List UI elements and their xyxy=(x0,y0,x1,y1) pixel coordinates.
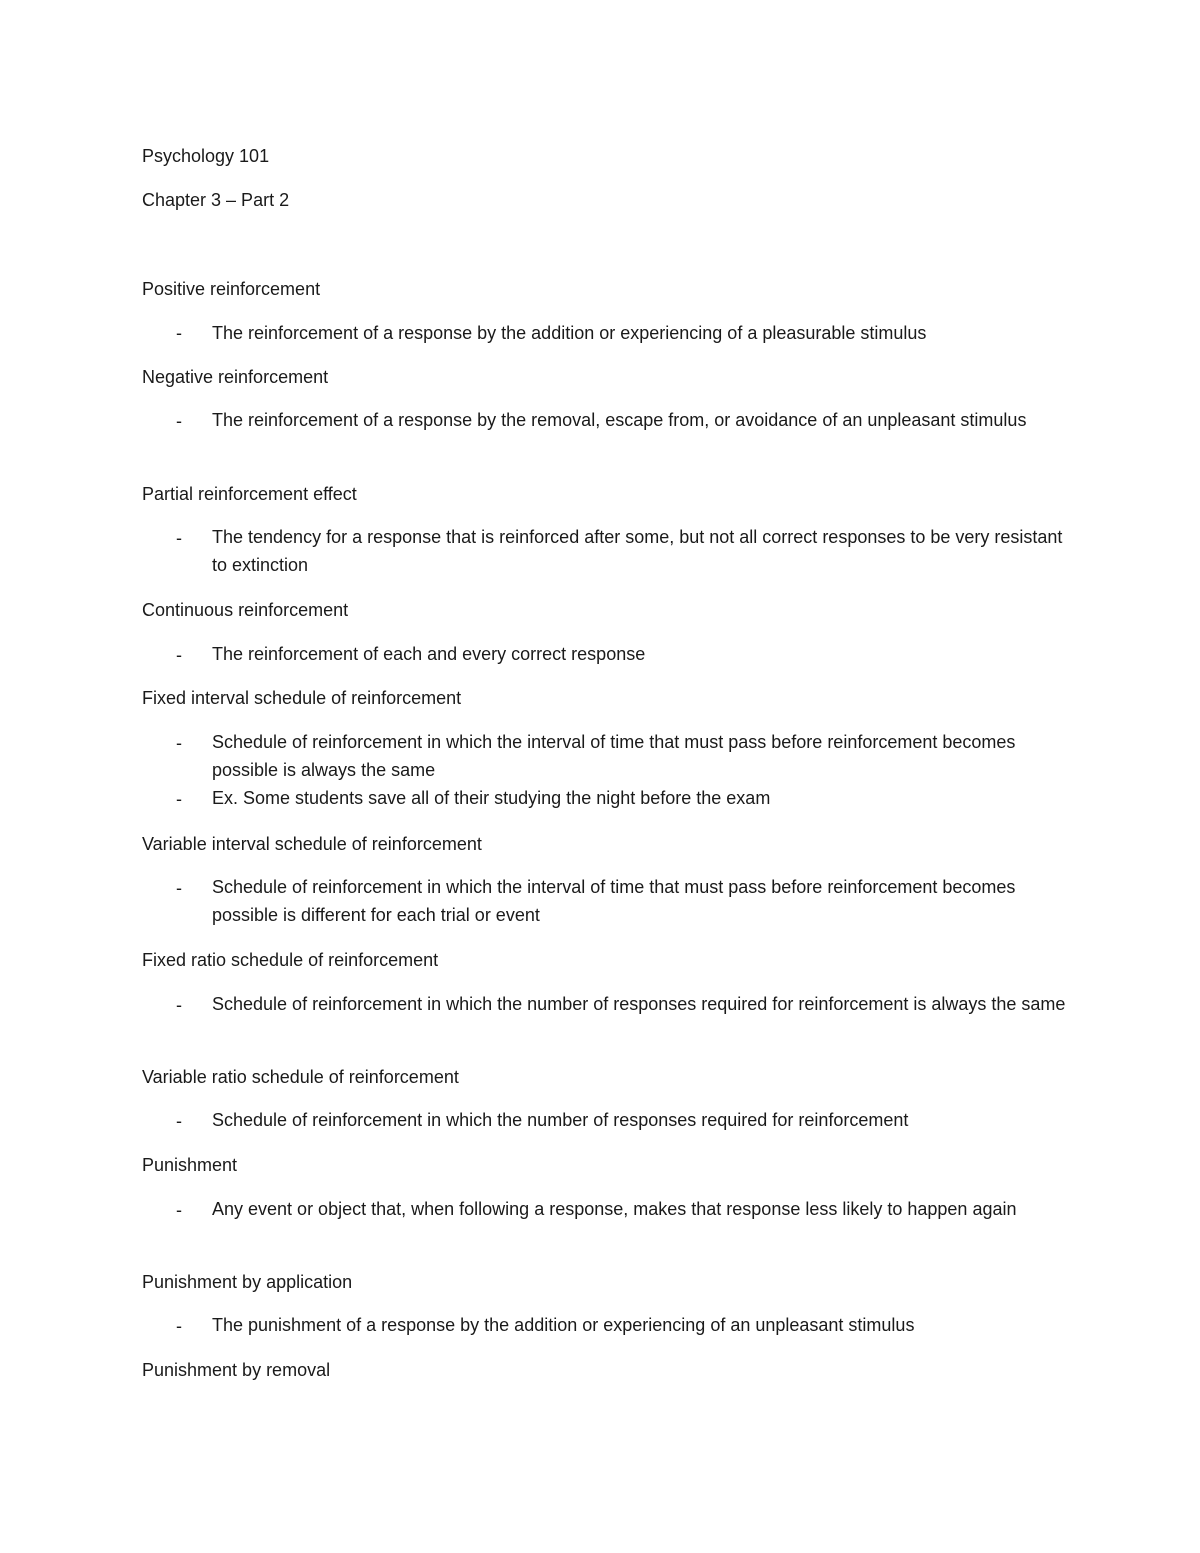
term-definition: The reinforcement of each and every correct response xyxy=(212,644,646,664)
term-definition: Schedule of reinforcement in which the interval of time that must pass before reinforcement becomes possible is always the same xyxy=(212,732,1016,780)
bullet-dash: - xyxy=(176,878,182,898)
term-heading: Punishment by application xyxy=(142,1272,353,1292)
bullet-dash: - xyxy=(176,789,182,809)
term-heading: Fixed interval schedule of reinforcement xyxy=(142,688,462,708)
chapter-subtitle: Chapter 3 – Part 2 xyxy=(142,190,290,210)
term-definition: The punishment of a response by the addition or experiencing of an unpleasant stimulus xyxy=(212,1315,915,1335)
term-heading: Positive reinforcement xyxy=(142,279,321,299)
bullet-dash: - xyxy=(176,323,182,343)
term-heading: Punishment xyxy=(142,1155,238,1175)
bullet-dash: - xyxy=(176,733,182,753)
term-heading: Negative reinforcement xyxy=(142,367,329,387)
bullet-dash: - xyxy=(176,411,182,431)
term-heading: Partial reinforcement effect xyxy=(142,484,357,504)
term-heading: Fixed ratio schedule of reinforcement xyxy=(142,950,439,970)
term-definition: Any event or object that, when following a response, makes that response less likely to happen again xyxy=(212,1199,1017,1219)
term-heading: Variable ratio schedule of reinforcement xyxy=(142,1067,459,1087)
term-definition: The reinforcement of a response by the removal, escape from, or avoidance of an unpleasant stimulus xyxy=(212,410,1027,430)
term-definition: The reinforcement of a response by the addition or experiencing of a pleasurable stimulus xyxy=(212,323,927,343)
course-title: Psychology 101 xyxy=(142,146,270,166)
bullet-dash: - xyxy=(176,645,182,665)
term-definition: The tendency for a response that is reinforced after some, but not all correct responses to be very resistant to extinction xyxy=(212,527,1063,575)
bullet-dash: - xyxy=(176,528,182,548)
term-heading: Punishment by removal xyxy=(142,1360,331,1380)
term-heading: Variable interval schedule of reinforcement xyxy=(142,834,482,854)
bullet-dash: - xyxy=(176,1200,182,1220)
term-definition: Schedule of reinforcement in which the interval of time that must pass before reinforcement becomes possible is different for each trial or event xyxy=(212,877,1016,925)
term-definition: Schedule of reinforcement in which the number of responses required for reinforcement is always the same xyxy=(212,994,1066,1014)
term-heading: Continuous reinforcement xyxy=(142,600,349,620)
bullet-dash: - xyxy=(176,995,182,1015)
bullet-dash: - xyxy=(176,1111,182,1131)
term-example: Ex. Some students save all of their studying the night before the exam xyxy=(212,788,771,808)
term-definition: Schedule of reinforcement in which the number of responses required for reinforcement xyxy=(212,1110,909,1130)
bullet-dash: - xyxy=(176,1316,182,1336)
